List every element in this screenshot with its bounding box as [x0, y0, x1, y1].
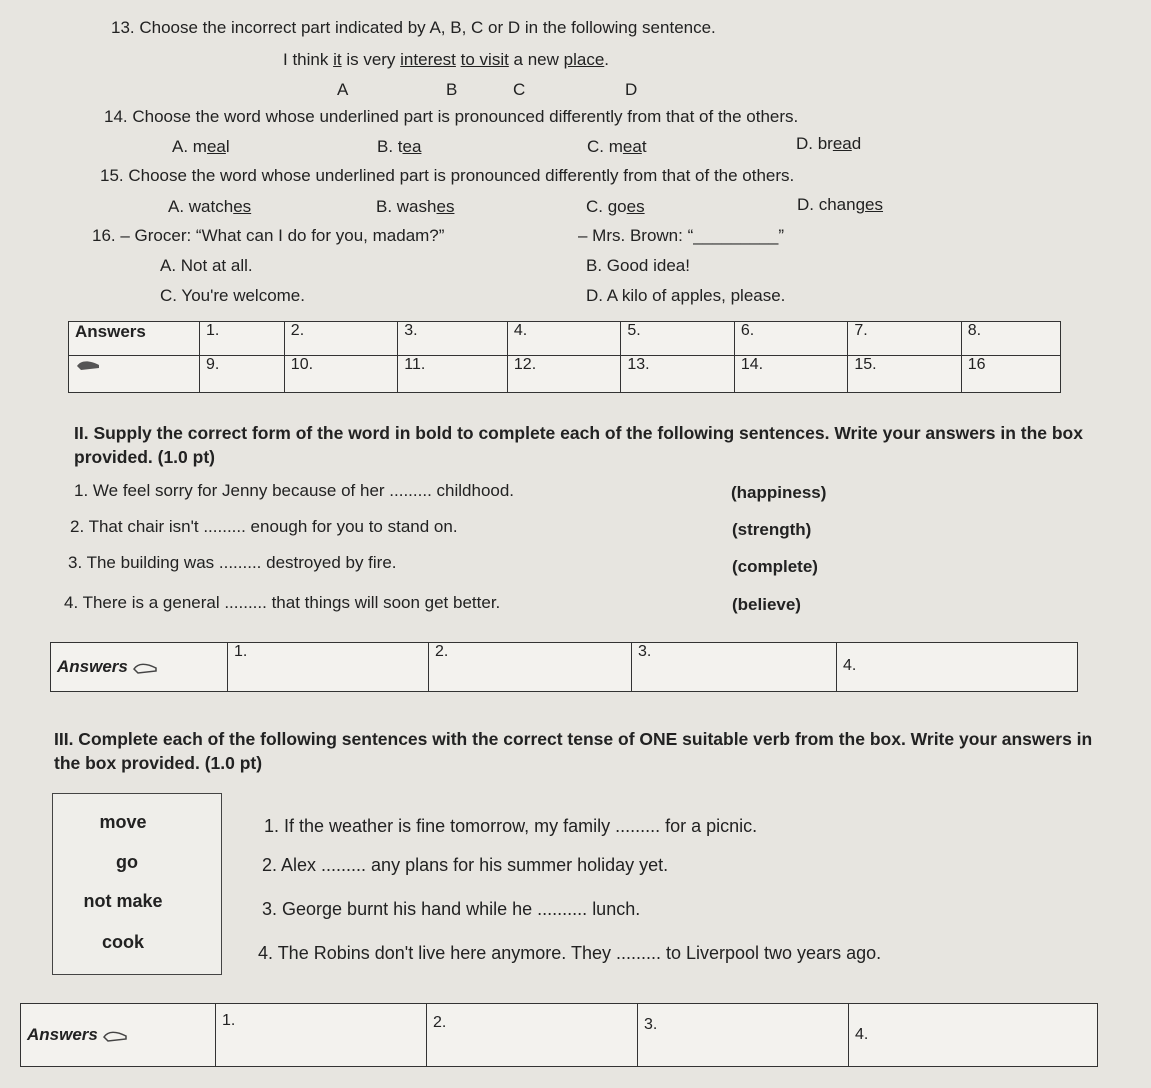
q15-option-a[interactable]	[168, 197, 251, 217]
verb-cook: cook	[101, 932, 144, 952]
q16-prompt: 16. – Grocer: “What can I do for you, madam?”	[92, 226, 445, 245]
answer-cell-2[interactable]: 2.	[284, 322, 397, 356]
q15-a-underline: es	[233, 197, 252, 216]
q14-c-label: C. m	[587, 137, 623, 156]
q15-option-b[interactable]	[376, 197, 454, 217]
q15-d-underline: es	[865, 195, 884, 214]
s2-word-3: (complete)	[732, 557, 818, 576]
answer-cell-5[interactable]: 5.	[621, 322, 734, 356]
q13-mid3: a new	[508, 50, 564, 69]
pointing-hand-icon	[102, 1029, 128, 1043]
answer-cell-7[interactable]: 7.	[848, 322, 961, 356]
q14-option-a[interactable]	[172, 137, 230, 157]
answer-cell-6[interactable]: 6.	[734, 322, 847, 356]
q15-b-label: B. wash	[376, 197, 437, 216]
q14-c-underline: ea	[622, 137, 642, 156]
q13-letter-a: A	[337, 80, 349, 99]
s2-answer-cell-1[interactable]: 1.	[228, 643, 429, 692]
q13-letter-c: C	[513, 80, 526, 99]
answers-label: Answers	[75, 322, 146, 341]
q15-a-label: A. watch	[168, 197, 234, 216]
q15-option-c[interactable]	[586, 197, 645, 217]
answer-cell-3[interactable]: 3.	[398, 322, 508, 356]
s2-word-1: (happiness)	[731, 483, 827, 502]
s2-word-4: (believe)	[732, 595, 801, 614]
verb-move: move	[99, 812, 147, 832]
q14-b-underline: ea	[402, 137, 422, 156]
q14-d-rest: d	[851, 134, 862, 153]
answers-label-cell-2	[51, 643, 228, 692]
answer-cell-1[interactable]: 1.	[200, 322, 285, 356]
section3-title: III. Complete each of the following sentences with the correct tense of ONE suitable verb from the box. Write your answers in the box provided. (1.0 pt)	[54, 729, 1093, 773]
s3-answer-cell-4[interactable]: 4.	[849, 1004, 1098, 1067]
q13-part-d: place	[563, 50, 605, 69]
answers-label-cell-3	[21, 1004, 216, 1067]
s2-item-4: 4. There is a general ......... that things will soon get better.	[64, 593, 501, 612]
q14-b-label: B. t	[377, 137, 403, 156]
s3-answer-cell-2[interactable]: 2.	[427, 1004, 638, 1067]
pointing-hand-icon	[75, 358, 101, 372]
s2-item-3: 3. The building was ......... destroyed by fire.	[68, 553, 397, 572]
answer-cell-4[interactable]: 4.	[507, 322, 620, 356]
answer-cell-13[interactable]: 13.	[621, 356, 734, 393]
pointing-hand-cell	[69, 356, 200, 393]
q16-option-a[interactable]: A. Not at all.	[160, 256, 253, 275]
s3-answer-cell-3[interactable]: 3.	[638, 1004, 849, 1067]
s3-item-2: 2. Alex ......... any plans for his summer holiday yet.	[262, 855, 669, 875]
q16-option-c[interactable]: C. You're welcome.	[160, 286, 305, 305]
answer-cell-9[interactable]: 9.	[200, 356, 285, 393]
q13-letter-d: D	[625, 80, 638, 99]
verb-go: go	[116, 852, 138, 872]
q14-option-c[interactable]	[587, 137, 647, 157]
s2-answer-cell-3[interactable]: 3.	[632, 643, 837, 692]
s2-answer-cell-2[interactable]: 2.	[429, 643, 632, 692]
q13-mid1: is very	[341, 50, 401, 69]
answer-cell-12[interactable]: 12.	[507, 356, 620, 393]
section2-title: II. Supply the correct form of the word in bold to complete each of the following sentences. Write your answers in the box provided. (1.0 pt)	[74, 423, 1083, 467]
verb-box	[52, 793, 222, 975]
s3-answer-cell-1[interactable]: 1.	[216, 1004, 427, 1067]
pointing-hand-icon	[132, 661, 158, 675]
s2-item-2: 2. That chair isn't ......... enough for you to stand on.	[70, 517, 458, 536]
q13-sentence	[283, 50, 609, 70]
q15-prompt: 15. Choose the word whose underlined part is pronounced differently from that of the others.	[100, 166, 795, 185]
q14-c-rest: t	[641, 137, 647, 156]
answer-cell-8[interactable]: 8.	[961, 322, 1060, 356]
q13-prompt: 13. Choose the incorrect part indicated by A, B, C or D in the following sentence.	[111, 18, 716, 37]
q14-option-d[interactable]	[796, 134, 861, 154]
s3-item-4: 4. The Robins don't live here anymore. They ......... to Liverpool two years ago.	[258, 943, 882, 963]
s3-item-3: 3. George burnt his hand while he .......... lunch.	[262, 899, 641, 919]
q14-prompt: 14. Choose the word whose underlined part is pronounced differently from that of the others.	[104, 107, 799, 126]
q15-b-underline: es	[436, 197, 455, 216]
answers-label-2: Answers	[57, 657, 128, 676]
answers-table-part3	[20, 1003, 1098, 1067]
q15-c-label: C. go	[586, 197, 627, 216]
answers-table-part2	[50, 642, 1078, 692]
verb-not-make: not make	[83, 891, 163, 911]
s2-item-1: 1. We feel sorry for Jenny because of her ......... childhood.	[74, 481, 515, 500]
q13-end: .	[604, 50, 610, 69]
q13-pre: I think	[283, 50, 334, 69]
s2-word-2: (strength)	[732, 520, 812, 539]
answers-table-part1	[68, 321, 1061, 393]
q13-letter-b: B	[446, 80, 458, 99]
q15-d-label: D. chang	[797, 195, 866, 214]
q15-c-underline: es	[626, 197, 645, 216]
q14-d-underline: ea	[832, 134, 852, 153]
answer-cell-10[interactable]: 10.	[284, 356, 397, 393]
q14-option-b[interactable]	[377, 137, 421, 157]
s2-answer-cell-4[interactable]: 4.	[837, 643, 1078, 692]
answer-cell-14[interactable]: 14.	[734, 356, 847, 393]
q14-a-underline: ea	[206, 137, 226, 156]
q14-a-label: A. m	[172, 137, 207, 156]
q16-reply: – Mrs. Brown: “_________”	[578, 226, 784, 245]
q14-d-label: D. br	[796, 134, 833, 153]
q13-part-c: to visit	[460, 50, 509, 69]
answers-label-3: Answers	[27, 1025, 98, 1044]
answers-label-cell	[69, 322, 200, 356]
answer-cell-16[interactable]: 16	[961, 356, 1060, 393]
q16-option-d[interactable]: D. A kilo of apples, please.	[586, 286, 786, 305]
answer-cell-15[interactable]: 15.	[848, 356, 961, 393]
answer-cell-11[interactable]: 11.	[398, 356, 508, 393]
q15-option-d[interactable]	[797, 195, 883, 215]
q14-a-rest: l	[225, 137, 230, 156]
q13-part-a: it	[333, 50, 342, 69]
q13-part-b: interest	[400, 50, 456, 69]
s3-item-1: 1. If the weather is fine tomorrow, my family ......... for a picnic.	[264, 816, 758, 836]
q16-option-b[interactable]: B. Good idea!	[586, 256, 690, 275]
